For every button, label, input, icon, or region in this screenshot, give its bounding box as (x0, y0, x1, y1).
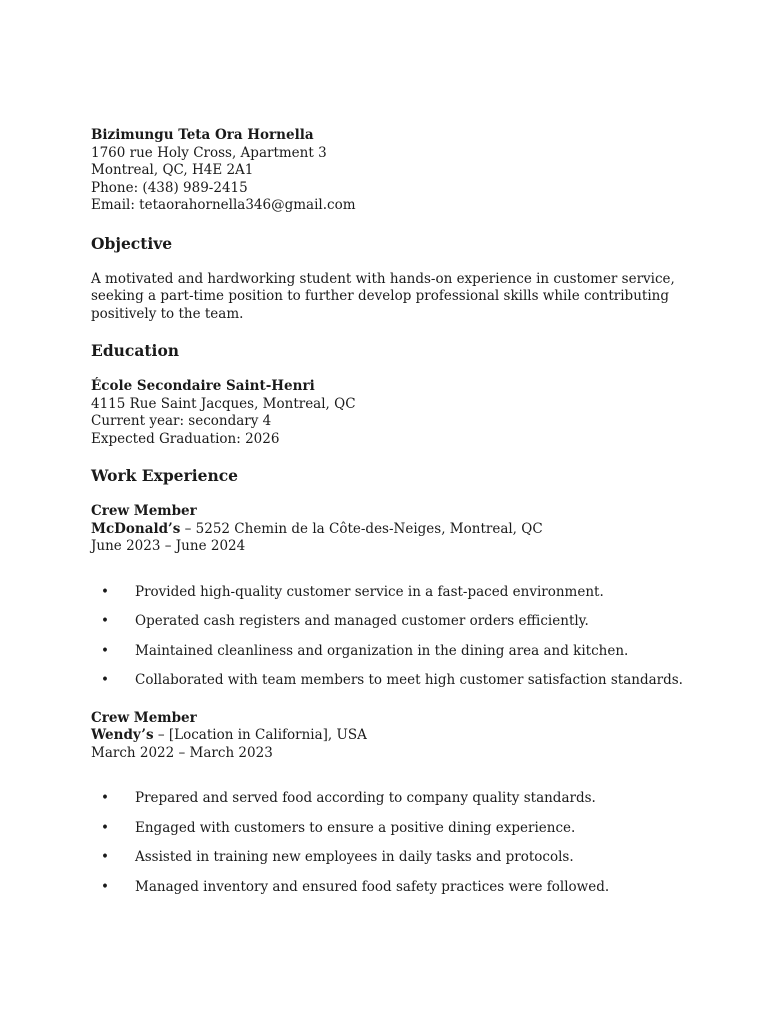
education-heading: Education (91, 341, 180, 360)
duty-text: Collaborated with team members to meet high customer satisfaction standards. (135, 672, 683, 688)
duty-text: Provided high-quality customer service in a fast-paced environment. (135, 583, 604, 600)
bullet-icon: • (101, 583, 109, 600)
duty-text: Operated cash registers and managed customer orders efficiently. (135, 613, 589, 629)
job-entry (91, 503, 691, 702)
job-duties-list (91, 584, 691, 702)
expected-graduation: Expected Graduation: 2026 (91, 430, 280, 447)
bullet-icon: • (101, 613, 109, 629)
duty-text: Engaged with customers to ensure a positive dining experience. (135, 819, 576, 836)
job-employer: McDonald’s (91, 520, 181, 537)
job-location: – 5252 Chemin de la Côte-des-Neiges, Montreal, QC (180, 520, 543, 537)
duty-text: Assisted in training new employees in daily tasks and protocols. (135, 849, 574, 865)
address-line-2: Montreal, QC, H4E 2A1 (91, 162, 254, 178)
list-item (91, 643, 691, 673)
bullet-icon: • (101, 672, 109, 688)
job-employer: Wendy’s (91, 727, 154, 743)
duty-text: Managed inventory and ensured food safety practices were followed. (135, 878, 610, 895)
phone: Phone: (438) 989-2415 (91, 179, 248, 196)
job-title: Crew Member (91, 709, 197, 726)
job-employer-line (91, 727, 691, 745)
objective-heading: Objective (91, 233, 173, 253)
bullet-icon: • (101, 849, 109, 865)
job-location: – [Location in California], USA (153, 727, 367, 743)
list-item (91, 613, 691, 643)
duty-text: Prepared and served food according to company quality standards. (135, 790, 596, 806)
bullet-icon: • (101, 642, 109, 659)
address-line-1: 1760 rue Holy Cross, Apartment 3 (91, 144, 327, 161)
list-item (91, 849, 691, 879)
school-address: 4115 Rue Saint Jacques, Montreal, QC (91, 395, 356, 412)
work-experience-heading: Work Experience (91, 466, 239, 485)
list-item (91, 790, 691, 820)
job-entry (91, 710, 691, 909)
school-name: École Secondaire Saint-Henri (91, 378, 315, 394)
list-item (91, 584, 691, 614)
resume-page (91, 127, 691, 908)
bullet-icon: • (101, 819, 109, 836)
job-dates: March 2022 – March 2023 (91, 744, 273, 761)
list-item (91, 820, 691, 850)
bullet-icon: • (101, 790, 109, 806)
duty-text: Maintained cleanliness and organization in the dining area and kitchen. (135, 642, 629, 659)
objective-text: A motivated and hardworking student with hands-on experience in customer service, seeking a part-time position to further develop professional skills while contributing positively to the team. (91, 270, 675, 322)
contact-block (91, 127, 691, 215)
job-employer-line (91, 521, 691, 539)
current-year: Current year: secondary 4 (91, 413, 272, 429)
job-title: Crew Member (91, 503, 197, 519)
job-dates: June 2023 – June 2024 (91, 538, 246, 554)
email: Email: tetaorahornella346@gmail.com (91, 197, 356, 213)
bullet-icon: • (101, 878, 109, 895)
candidate-name: Bizimungu Teta Ora Hornella (91, 127, 314, 143)
job-duties-list (91, 790, 691, 908)
education-entry (91, 378, 691, 448)
list-item (91, 879, 691, 909)
list-item (91, 672, 691, 702)
